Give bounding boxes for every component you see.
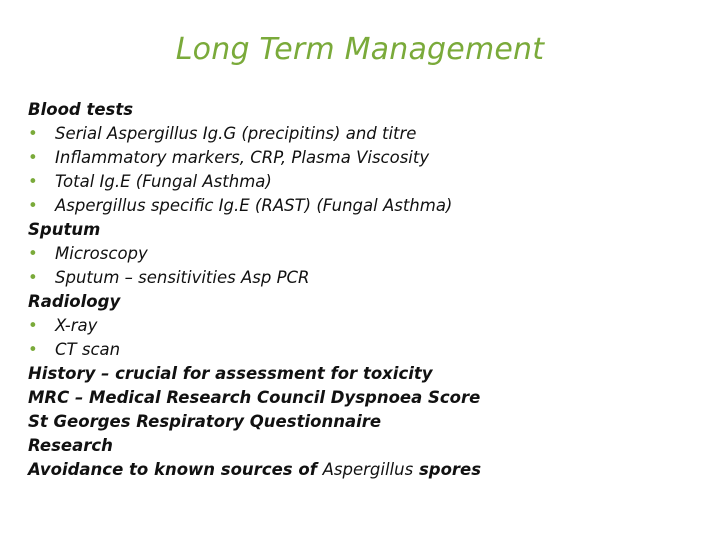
bullet-icon: • bbox=[28, 340, 38, 359]
list-item: • Inflammatory markers, CRP, Plasma Viscosity bbox=[28, 146, 698, 170]
avoidance-organism: Aspergillus bbox=[322, 460, 414, 479]
slide-body bbox=[28, 98, 698, 482]
bullet-icon: • bbox=[28, 148, 38, 167]
bullet-icon: • bbox=[28, 196, 38, 215]
bullet-icon: • bbox=[28, 172, 38, 191]
bullet-icon: • bbox=[28, 316, 38, 335]
note-history: History – crucial for assessment for toxicity bbox=[28, 364, 433, 383]
bullet-icon: • bbox=[28, 244, 38, 263]
section-heading-radiology: Radiology bbox=[28, 292, 121, 311]
section-heading-blood-tests: Blood tests bbox=[28, 100, 134, 119]
avoidance-prefix: Avoidance to known sources of bbox=[28, 460, 323, 479]
note-sgrq: St Georges Respiratory Questionnaire bbox=[28, 412, 382, 431]
note-mrc: MRC – Medical Research Council Dyspnoea Score bbox=[28, 388, 481, 407]
list-item: • Serial Aspergillus Ig.G (precipitins) and titre bbox=[28, 122, 698, 146]
list-item: • Aspergillus specific Ig.E (RAST) (Fungal Asthma) bbox=[28, 194, 698, 218]
list-item: • Sputum – sensitivities Asp PCR bbox=[28, 266, 698, 290]
list-item: • Total Ig.E (Fungal Asthma) bbox=[28, 170, 698, 194]
section-heading-sputum: Sputum bbox=[28, 220, 101, 239]
slide-title: Long Term Management bbox=[175, 32, 545, 67]
bullet-icon: • bbox=[28, 268, 38, 287]
list-item: • Microscopy bbox=[28, 242, 698, 266]
note-avoidance bbox=[28, 458, 698, 482]
list-item: • X-ray bbox=[28, 314, 698, 338]
list-item: • CT scan bbox=[28, 338, 698, 362]
note-research: Research bbox=[28, 436, 113, 455]
bullet-icon: • bbox=[28, 124, 38, 143]
avoidance-suffix: spores bbox=[413, 460, 482, 479]
